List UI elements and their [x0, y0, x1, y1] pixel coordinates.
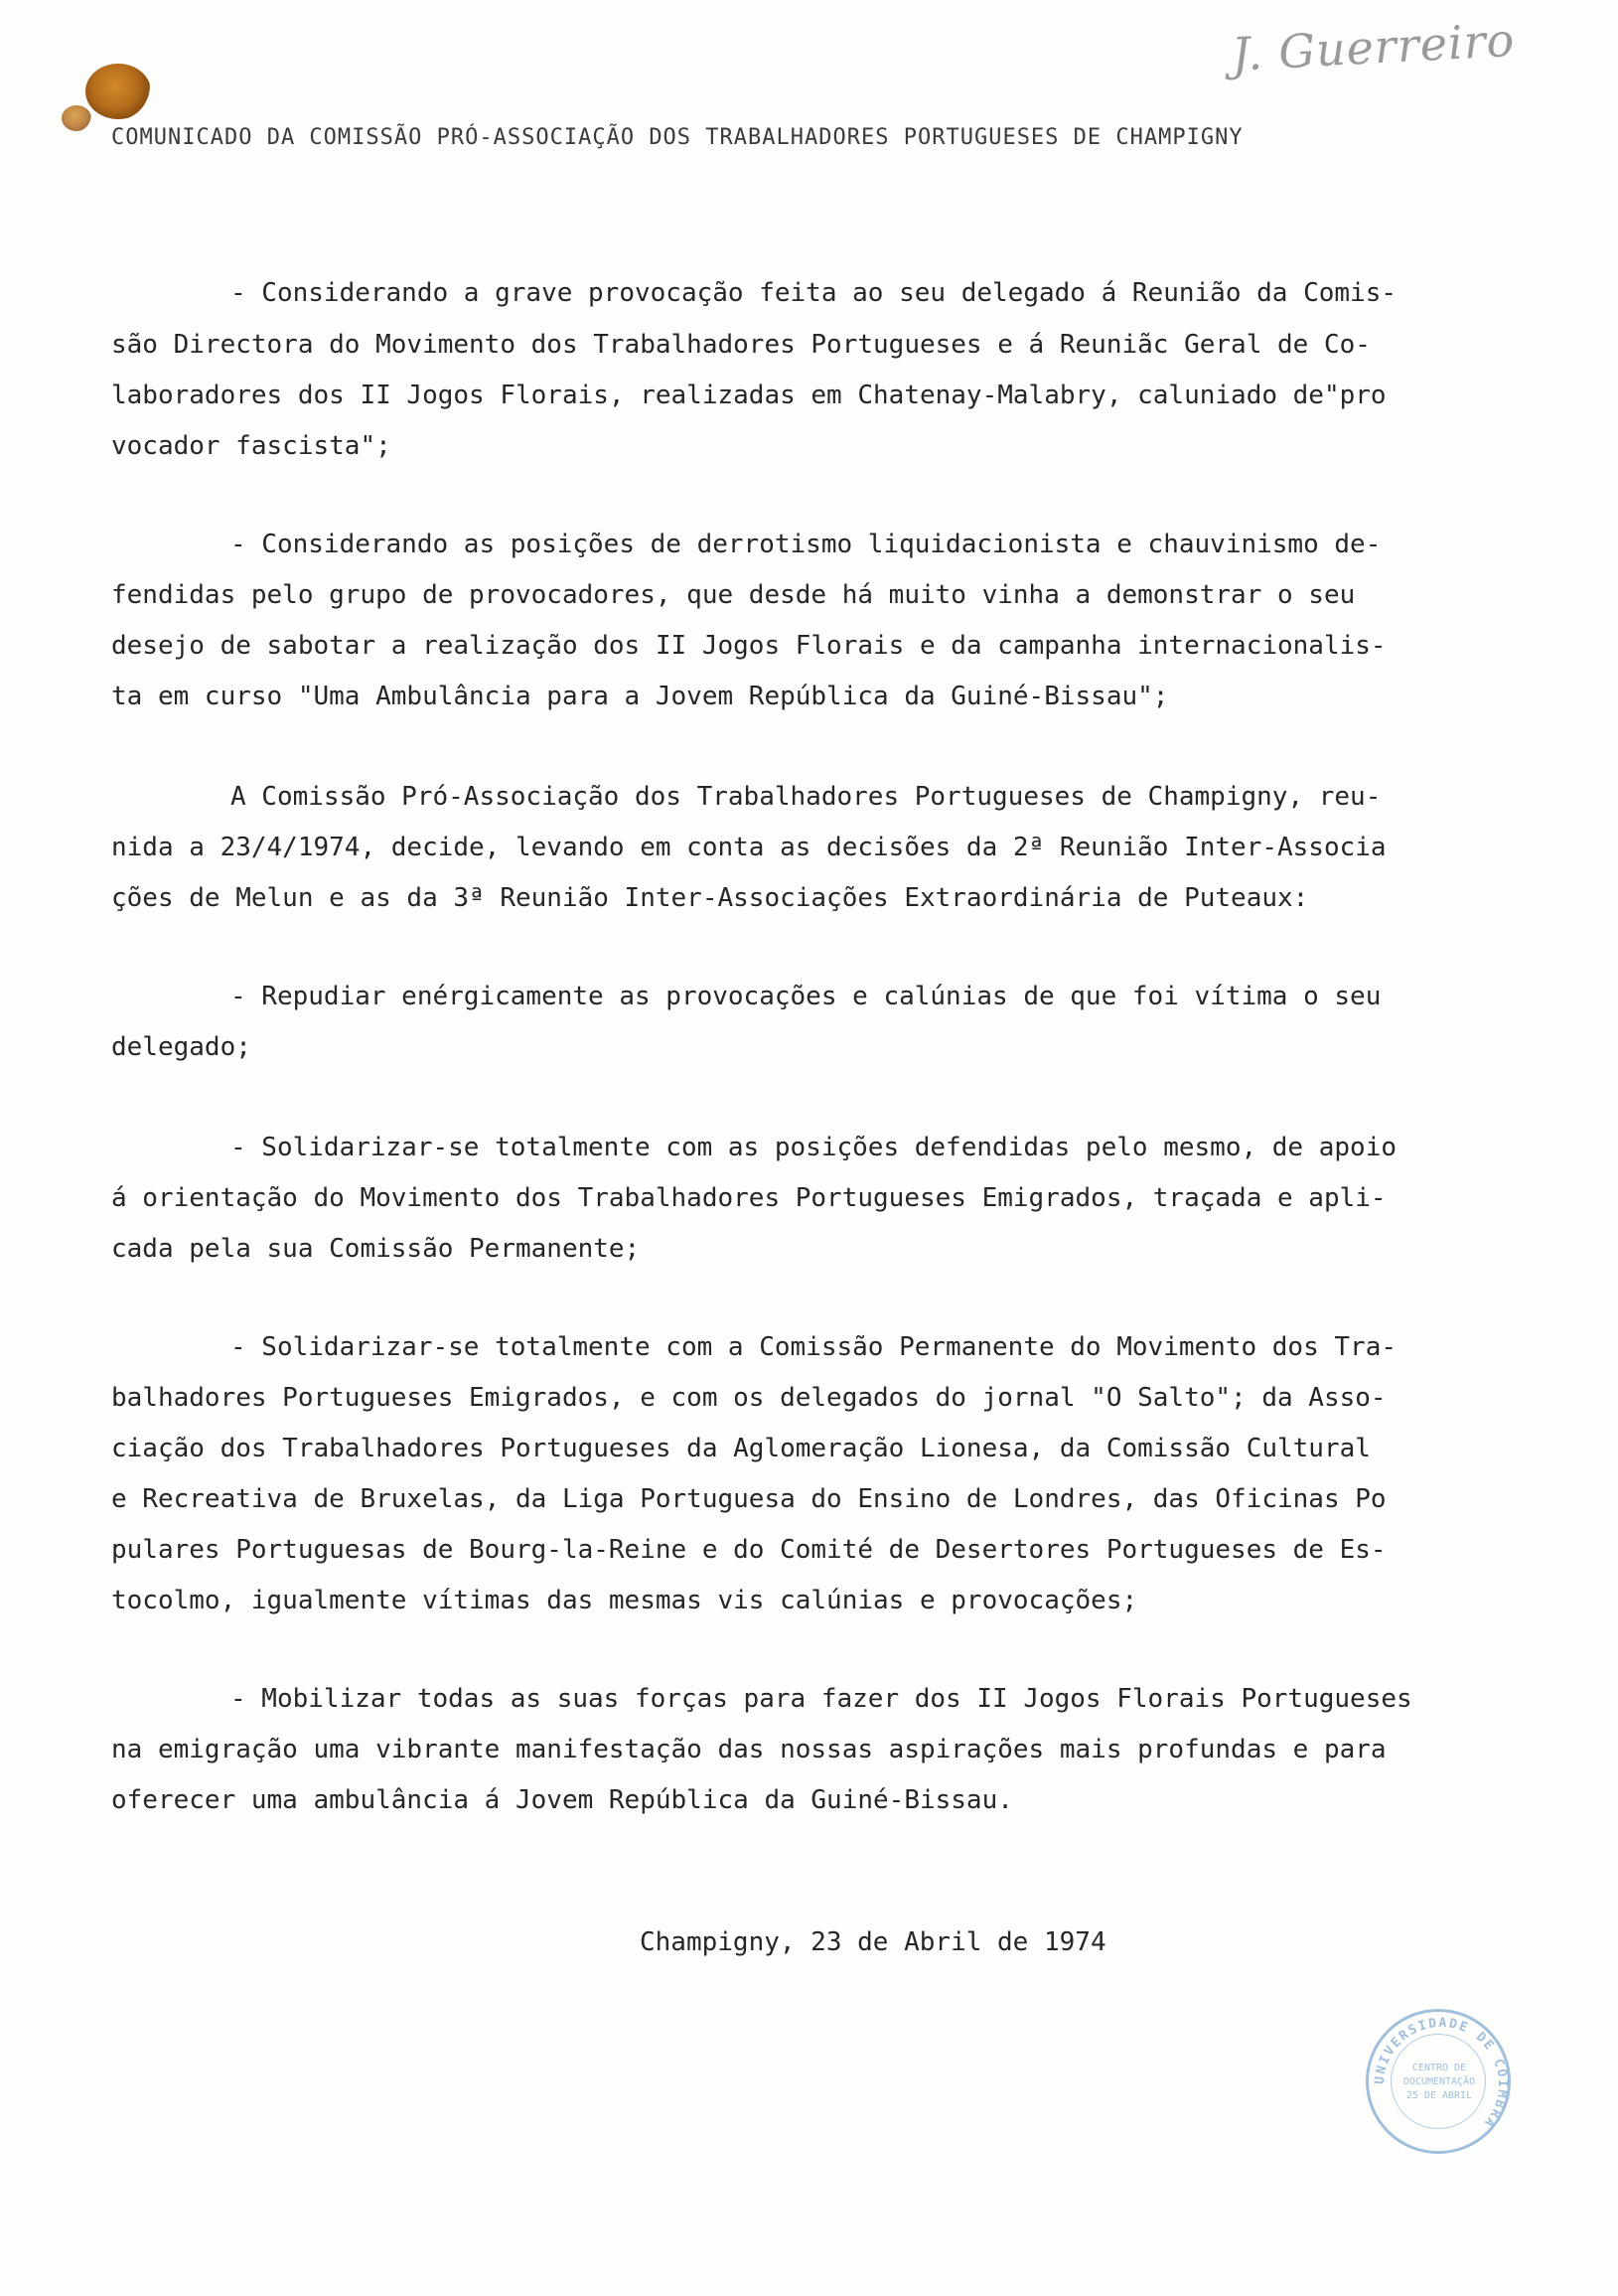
body-line: fendidas pelo grupo de provocadores, que desde há muito vinha a demonstrar o seu — [111, 580, 1356, 610]
body-line: são Directora do Movimento dos Trabalhadores Portugueses e á Reuniãc Geral de Co- — [111, 330, 1371, 360]
rust-stain — [85, 64, 151, 119]
body-line: ta em curso "Uma Ambulância para a Jovem República da Guiné-Bissau"; — [111, 682, 1169, 711]
body-line: vocador fascista"; — [111, 431, 391, 461]
rust-stain-small — [62, 105, 91, 131]
archive-stamp — [1366, 2009, 1511, 2154]
body-line: - Considerando as posições de derrotismo liquidacionista e chauvinismo de- — [230, 530, 1382, 559]
body-line: laboradores dos II Jogos Florais, realizadas em Chatenay-Malabry, caluniado de"pro — [111, 381, 1387, 410]
body-line: - Considerando a grave provocação feita ao seu delegado á Reunião da Comis- — [230, 278, 1397, 308]
body-line: e Recreativa de Bruxelas, da Liga Portuguesa do Ensino de Londres, das Oficinas Po — [111, 1484, 1387, 1514]
body-line: - Repudiar enérgicamente as provocações e calúnias de que foi vítima o seu — [230, 982, 1382, 1011]
document-title: COMUNICADO DA COMISSÃO PRÓ-ASSOCIAÇÃO DOS TRABALHADORES PORTUGUESES DE CHAMPIGNY — [111, 125, 1244, 150]
body-line: A Comissão Pró-Associação dos Trabalhadores Portugueses de Champigny, reu- — [230, 782, 1382, 812]
body-line: pulares Portuguesas de Bourg-la-Reine e do Comité de Desertores Portugueses de Es- — [111, 1535, 1387, 1565]
stamp-ring-text: UNIVERSIDADE DE COIMBRA — [1372, 2015, 1511, 2132]
stamp-line: 25 DE ABRIL — [1405, 2090, 1473, 2101]
body-line: cada pela sua Comissão Permanente; — [111, 1234, 641, 1264]
stamp-center-text — [1395, 2062, 1484, 2103]
body-line: - Solidarizar-se totalmente com a Comissão Permanente do Movimento dos Tra- — [230, 1332, 1397, 1362]
body-line: tocolmo, igualmente vítimas das mesmas vis calúnias e provocações; — [111, 1586, 1138, 1615]
body-line: - Solidarizar-se totalmente com as posições defendidas pelo mesmo, de apoio — [230, 1133, 1397, 1162]
body-line: balhadores Portugueses Emigrados, e com os delegados do jornal "O Salto"; da Asso- — [111, 1383, 1387, 1413]
stamp-line: CENTRO DE — [1411, 2063, 1467, 2073]
stamp-line: DOCUMENTAÇÃO — [1402, 2076, 1476, 2087]
body-line: á orientação do Movimento dos Trabalhadores Portugueses Emigrados, traçada e apli- — [111, 1183, 1387, 1213]
closing-place-date: Champigny, 23 de Abril de 1974 — [640, 1927, 1106, 1957]
body-line: nida a 23/4/1974, decide, levando em conta as decisões da 2ª Reunião Inter-Associa — [111, 833, 1387, 862]
body-line: desejo de sabotar a realização dos II Jogos Florais e da campanha internacionalis- — [111, 631, 1387, 661]
body-line: ciação dos Trabalhadores Portugueses da Aglomeração Lionesa, da Comissão Cultural — [111, 1434, 1371, 1463]
handwritten-annotation: J. Guerreiro — [1230, 12, 1517, 81]
body-line: na emigração uma vibrante manifestação das nossas aspirações mais profundas e para — [111, 1735, 1387, 1764]
body-line: oferecer uma ambulância á Jovem República da Guiné-Bissau. — [111, 1785, 1013, 1815]
body-line: ções de Melun e as da 3ª Reunião Inter-Associações Extraordinária de Puteaux: — [111, 883, 1309, 913]
body-line: - Mobilizar todas as suas forças para fazer dos II Jogos Florais Portugueses — [230, 1684, 1412, 1714]
body-line: delegado; — [111, 1032, 251, 1062]
